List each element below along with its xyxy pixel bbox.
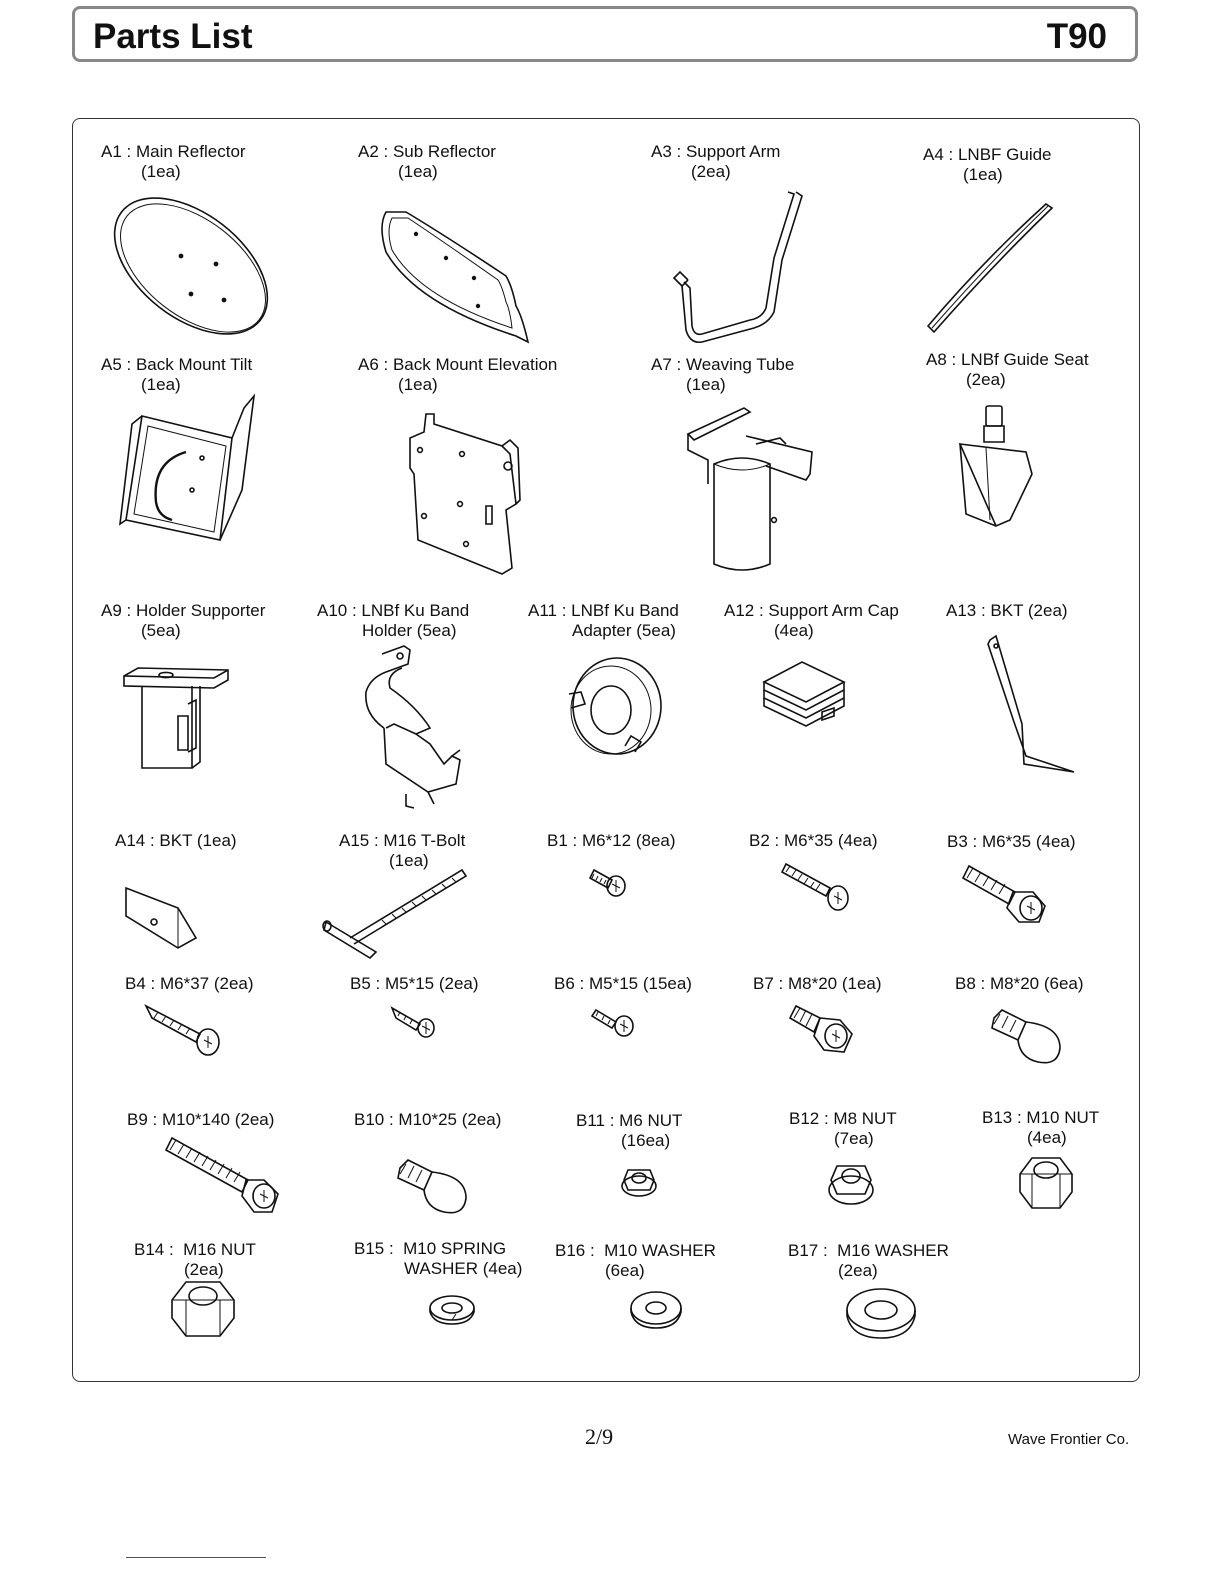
part-label: A13 : BKT (2ea) xyxy=(946,601,1068,620)
screw-b5-drawing xyxy=(390,1006,438,1042)
part-label: B12 : M8 NUT xyxy=(789,1109,897,1128)
part-label: B15 : M10 SPRING xyxy=(354,1239,507,1258)
t-bolt-drawing xyxy=(322,866,472,962)
part-label: B11 : M6 NUT xyxy=(576,1111,683,1130)
part-label: B3 : M6*35 (4ea) xyxy=(947,832,1076,851)
part-quantity: (2ea) xyxy=(838,1261,878,1280)
screw-b1-drawing xyxy=(590,866,628,898)
part-quantity: (1ea) xyxy=(141,375,181,394)
support-arm-cap-drawing xyxy=(762,660,846,730)
part-label: A14 : BKT (1ea) xyxy=(115,831,237,850)
model-number: T90 xyxy=(1046,17,1107,56)
part-quantity: (1ea) xyxy=(686,375,726,394)
part-quantity: (5ea) xyxy=(141,621,181,640)
part-quantity: (1ea) xyxy=(398,375,438,394)
washer-b17-drawing xyxy=(844,1286,918,1342)
back-mount-elevation-drawing xyxy=(406,410,521,580)
part-label: A9 : Holder Supporter xyxy=(101,601,266,620)
part-label: B5 : M5*15 (2ea) xyxy=(350,974,479,993)
part-label: B1 : M6*12 (8ea) xyxy=(547,831,676,850)
screw-b2-drawing xyxy=(782,860,852,912)
part-label: B16 : M10 WASHER xyxy=(555,1241,716,1260)
screw-b8-drawing xyxy=(990,1008,1064,1068)
part-label: B6 : M5*15 (15ea) xyxy=(554,974,692,993)
part-label: A7 : Weaving Tube xyxy=(651,355,795,374)
part-label: B14 : M16 NUT xyxy=(134,1240,256,1259)
part-quantity: Holder (5ea) xyxy=(362,621,457,640)
screw-b9-drawing xyxy=(166,1134,282,1216)
screw-b10-drawing xyxy=(396,1158,470,1218)
part-quantity: (16ea) xyxy=(621,1131,671,1150)
bkt-a13-drawing xyxy=(986,634,1076,774)
part-quantity: (1ea) xyxy=(398,162,438,181)
part-quantity: (4ea) xyxy=(774,621,814,640)
back-mount-tilt-drawing xyxy=(112,392,262,552)
holder-supporter-drawing xyxy=(120,664,232,774)
screw-b3-drawing xyxy=(963,862,1049,928)
sub-reflector-drawing xyxy=(376,206,536,346)
part-label: B10 : M10*25 (2ea) xyxy=(354,1110,502,1129)
part-quantity: (4ea) xyxy=(1027,1128,1067,1147)
part-label: A3 : Support Arm xyxy=(651,142,781,161)
part-quantity: (2ea) xyxy=(691,162,731,181)
part-quantity: (2ea) xyxy=(184,1260,224,1279)
part-label: A2 : Sub Reflector xyxy=(358,142,496,161)
part-label: A10 : LNBf Ku Band xyxy=(317,601,470,620)
part-quantity: (1ea) xyxy=(963,165,1003,184)
weaving-tube-drawing xyxy=(686,404,816,574)
washer-b16-drawing xyxy=(629,1290,683,1330)
part-label: A8 : LNBf Guide Seat xyxy=(926,350,1089,369)
page-title: Parts List xyxy=(93,17,253,56)
lnbf-ku-band-adapter-drawing xyxy=(567,654,665,760)
part-label: A11 : LNBf Ku Band xyxy=(528,601,679,620)
part-label: A15 : M16 T-Bolt xyxy=(339,831,466,850)
screw-b4-drawing xyxy=(144,1004,224,1058)
part-quantity: WASHER (4ea) xyxy=(404,1259,523,1278)
part-quantity: (6ea) xyxy=(605,1261,645,1280)
part-label: A5 : Back Mount Tilt xyxy=(101,355,253,374)
footer-rule xyxy=(126,1557,266,1558)
nut-b12-drawing xyxy=(827,1160,875,1206)
part-quantity: (7ea) xyxy=(834,1129,874,1148)
part-quantity: (2ea) xyxy=(966,370,1006,389)
main-reflector-drawing xyxy=(106,196,276,336)
part-quantity: (1ea) xyxy=(141,162,181,181)
part-label: B17 : M16 WASHER xyxy=(788,1241,949,1260)
screw-b7-drawing xyxy=(790,1002,856,1058)
part-label: B9 : M10*140 (2ea) xyxy=(127,1110,275,1129)
company-name: Wave Frontier Co. xyxy=(1008,1431,1130,1448)
lnbf-guide-drawing xyxy=(924,200,1059,336)
part-label: A6 : Back Mount Elevation xyxy=(358,355,558,374)
part-label: B13 : M10 NUT xyxy=(982,1108,1100,1127)
nut-b11-drawing xyxy=(620,1164,658,1198)
lnbf-ku-band-holder-drawing xyxy=(356,644,466,812)
part-label: A1 : Main Reflector xyxy=(101,142,246,161)
nut-b13-drawing xyxy=(1018,1156,1074,1210)
support-arm-drawing xyxy=(664,190,814,350)
page-header xyxy=(72,6,1138,62)
part-label: B8 : M8*20 (6ea) xyxy=(955,974,1084,993)
nut-b14-drawing xyxy=(170,1280,236,1338)
part-label: A12 : Support Arm Cap xyxy=(724,601,899,620)
part-label: B4 : M6*37 (2ea) xyxy=(125,974,254,993)
part-quantity: (1ea) xyxy=(389,851,429,870)
part-label: A4 : LNBF Guide xyxy=(923,145,1052,164)
spring-washer-drawing xyxy=(428,1294,476,1326)
part-label: B7 : M8*20 (1ea) xyxy=(753,974,882,993)
part-quantity: Adapter (5ea) xyxy=(572,621,676,640)
screw-b6-drawing xyxy=(592,1006,636,1042)
part-label: B2 : M6*35 (4ea) xyxy=(749,831,878,850)
page-number: 2/9 xyxy=(585,1424,614,1449)
bkt-a14-drawing xyxy=(122,886,200,950)
lnbf-guide-seat-drawing xyxy=(956,404,1036,530)
